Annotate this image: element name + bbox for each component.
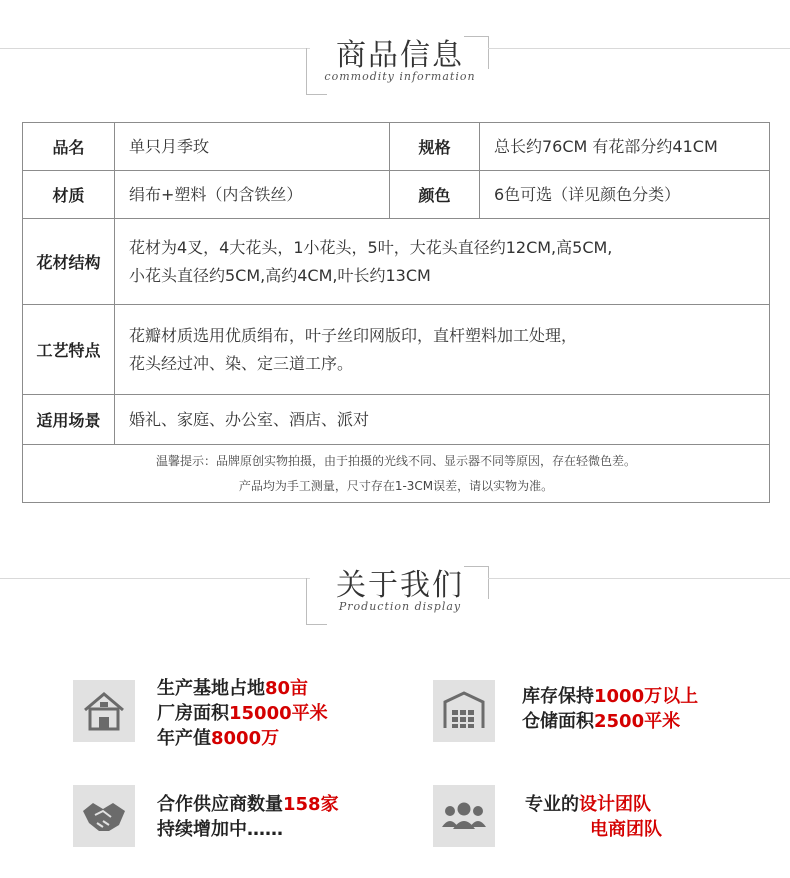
ecommerce-team: 电商团队 xyxy=(590,819,662,840)
section-title: 关于我们 xyxy=(336,568,464,603)
value-scene: 婚礼、家庭、办公室、酒店、派对 xyxy=(115,395,770,445)
value-color: 6色可选（详见颜色分类） xyxy=(480,171,770,219)
value-material: 绢布+塑料（内含铁丝） xyxy=(115,171,390,219)
value-craft xyxy=(115,305,770,395)
storage-label: 仓储面积 xyxy=(522,711,594,732)
section-header-about xyxy=(0,550,790,630)
warehouse-icon xyxy=(433,680,495,742)
factory-area-label: 生产基地占地 xyxy=(157,678,265,699)
label-size: 规格 xyxy=(390,123,480,171)
value-name: 单只月季玫 xyxy=(115,123,390,171)
table-row xyxy=(23,219,770,305)
suppliers-line-2 xyxy=(157,817,339,842)
notice-cell xyxy=(23,445,770,503)
table-row xyxy=(23,305,770,395)
craft-line-2: 花头经过冲、染、定三道工序。 xyxy=(129,353,354,373)
warehouse-line-2 xyxy=(522,709,698,734)
notice-line-2: 产品均为手工测量，尺寸存在1-3CM误差，请以实物为准。 xyxy=(238,478,554,493)
warehouse-text xyxy=(522,684,698,734)
output-label: 年产值 xyxy=(157,728,211,749)
team-line-1 xyxy=(525,792,662,817)
team-label: 专业的 xyxy=(525,794,579,815)
notice-line-1: 温馨提示：品牌原创实物拍摄，由于拍摄的光线不同、显示器不同等原因，存在轻微色差。 xyxy=(155,453,636,468)
suppliers-label: 合作供应商数量 xyxy=(157,794,283,815)
section-subtitle: Production display xyxy=(338,600,462,613)
suppliers-growing: 持续增加中…… xyxy=(157,819,283,840)
storage-value: 2500平米 xyxy=(594,711,681,732)
output-value: 8000万 xyxy=(211,728,280,749)
table-row xyxy=(23,445,770,503)
handshake-icon xyxy=(73,785,135,847)
factory-line-1 xyxy=(157,676,328,701)
plant-area-value: 15000平米 xyxy=(229,703,328,724)
divider-left xyxy=(0,48,310,49)
section-title: 商品信息 xyxy=(336,38,464,73)
divider-right xyxy=(488,578,790,579)
label-color: 颜色 xyxy=(390,171,480,219)
label-craft: 工艺特点 xyxy=(23,305,115,395)
label-scene: 适用场景 xyxy=(23,395,115,445)
suppliers-text xyxy=(157,792,339,842)
value-size: 总长约76CM 有花部分约41CM xyxy=(480,123,770,171)
factory-area-value: 80亩 xyxy=(265,678,309,699)
factory-line-3 xyxy=(157,726,328,751)
spec-table xyxy=(22,122,770,503)
label-name: 品名 xyxy=(23,123,115,171)
stock-value: 1000万以上 xyxy=(594,686,699,707)
team-people-icon xyxy=(433,785,495,847)
team-line-2 xyxy=(525,817,662,842)
suppliers-value: 158家 xyxy=(283,794,339,815)
section-header-commodity xyxy=(0,20,790,100)
structure-line-1: 花材为4叉，4大花头，1小花头，5叶，大花头直径约12CM,高5CM, xyxy=(129,237,613,257)
factory-text xyxy=(157,676,328,751)
factory-line-2 xyxy=(157,701,328,726)
label-material: 材质 xyxy=(23,171,115,219)
value-structure xyxy=(115,219,770,305)
design-team: 设计团队 xyxy=(579,794,651,815)
table-row xyxy=(23,395,770,445)
structure-line-2: 小花头直径约5CM,高约4CM,叶长约13CM xyxy=(129,265,431,285)
factory-house-icon xyxy=(73,680,135,742)
warehouse-line-1 xyxy=(522,684,698,709)
suppliers-line-1 xyxy=(157,792,339,817)
section-subtitle: commodity information xyxy=(324,70,476,83)
craft-line-1: 花瓣材质选用优质绢布，叶子丝印网版印，直杆塑料加工处理， xyxy=(129,325,578,345)
plant-area-label: 厂房面积 xyxy=(157,703,229,724)
divider-right xyxy=(488,48,790,49)
table-row xyxy=(23,123,770,171)
divider-left xyxy=(0,578,310,579)
label-structure: 花材结构 xyxy=(23,219,115,305)
table-row xyxy=(23,171,770,219)
stock-label: 库存保持 xyxy=(522,686,594,707)
team-text xyxy=(525,792,662,842)
